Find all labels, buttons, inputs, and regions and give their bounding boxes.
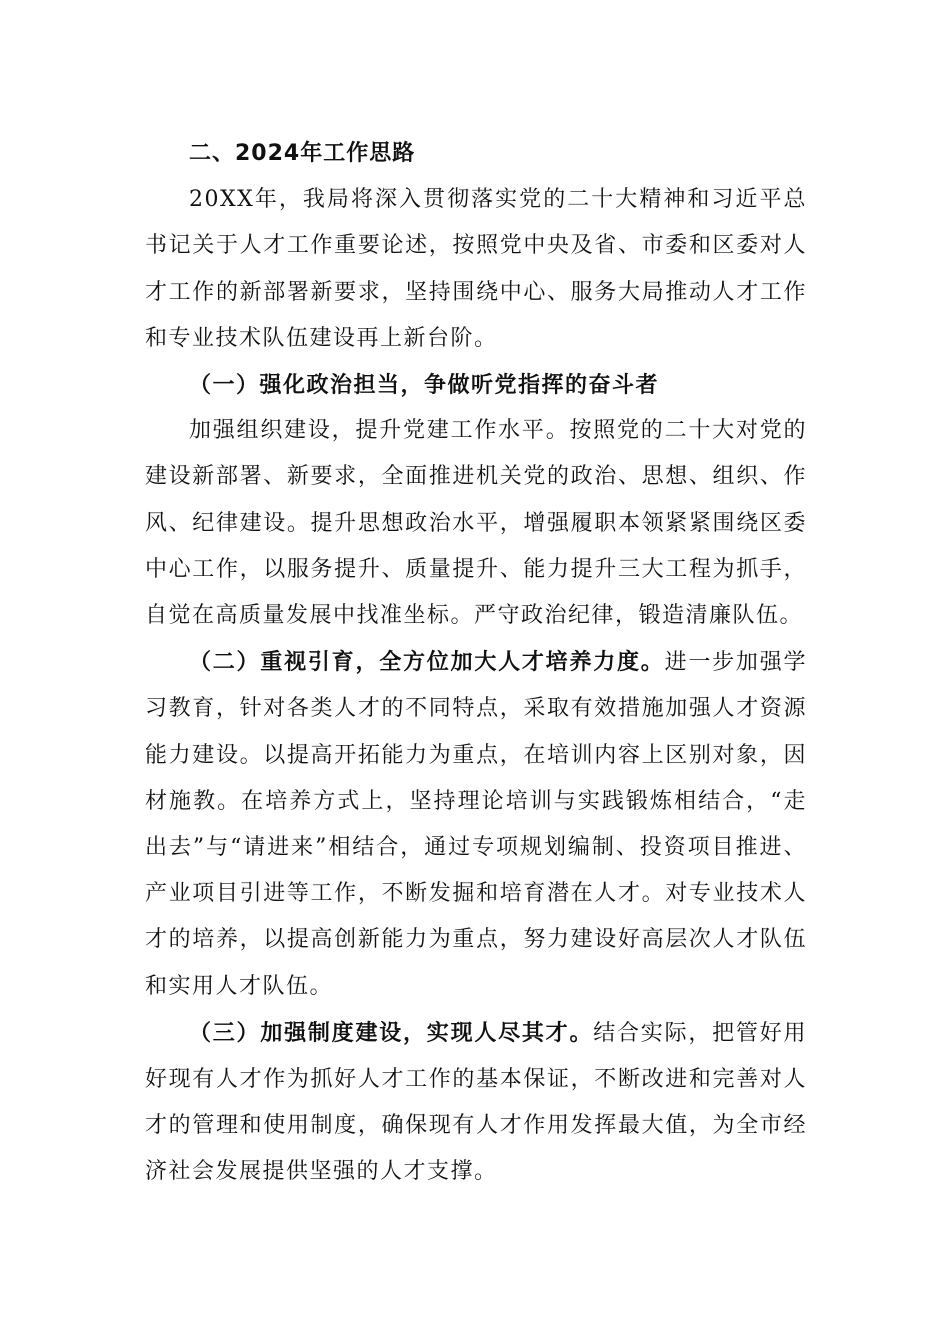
item-2-body: 进一步加强学习教育，针对各类人才的不同特点，采取有效措施加强人才资源能力建设。以提高开拓能力为重点，在培训内容上区别对象，因材施教。在培养方式上，坚持理论培训与实践锻炼相结合，“走出去”与“请进来”相结合，通过专项规划编制、投资项目推进、产业项目引进等工作，不断发掘和培育潜在人才。对专业技术人才的培养，以提高创新能力为重点，努力建设好高层次人才队伍和实用人才队伍。 [145,650,807,999]
item-2-heading: （二）重视引育，全方位加大人才培养力度。 [189,649,665,676]
item-3-paragraph [145,1010,807,1196]
document-body [145,131,807,1196]
intro-paragraph: 20XX年，我局将深入贯彻落实党的二十大精神和习近平总书记关于人才工作重要论述，按照党中央及省、市委和区委对人才工作的新部署新要求，坚持围绕中心、服务大局推动人才工作和专业技术队伍建设再上新台阶。 [145,187,807,351]
section-heading: 二、2024年工作思路 [189,141,416,166]
item-2-paragraph [145,639,807,1010]
item-1-heading: （一）强化政治担当，争做听党指挥的奋斗者 [189,372,660,399]
item-3-body: 结合实际，把管好用好现有人才作为抓好人才工作的基本保证，不断改进和完善对人才的管理和使用制度，确保现有人才作用发挥最大值，为全市经济社会发展提供坚强的人才支撑。 [145,1020,807,1185]
item-3-heading: （三）加强制度建设，实现人尽其才。 [189,1019,594,1046]
item-1-paragraph: 加强组织建设，提升党建工作水平。按照党的二十大对党的建设新部署、新要求，全面推进机关党的政治、思想、组织、作风、纪律建设。提升思想政治水平，增强履职本领紧紧围绕区委中心工作，以服务提升、质量提升、能力提升三大工程为抓手，自觉在高质量发展中找准坐标。严守政治纪律，锻造清廉队伍。 [145,418,807,629]
